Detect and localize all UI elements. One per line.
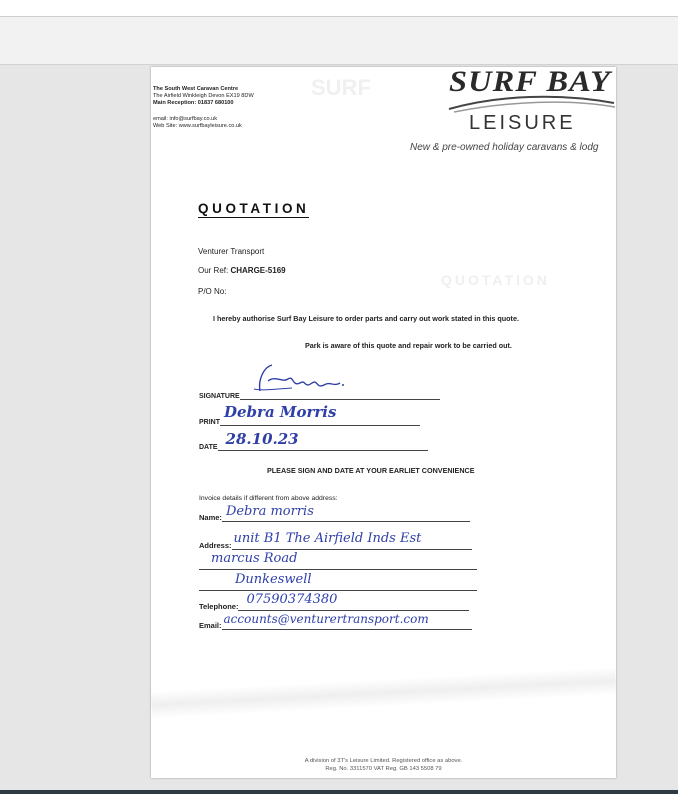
tagline: New & pre-owned holiday caravans & lodg [410,142,599,153]
telephone-line [238,592,469,611]
company-address-block [153,86,254,130]
invoice-note: Invoice details if different from above address: [199,495,338,502]
ref-label: Our Ref: [198,266,229,275]
address-line-3 [199,572,477,591]
quotation-heading: QUOTATION [198,201,310,216]
address-row-3 [199,572,477,591]
invoice-address-row [199,531,472,550]
print-label: PRINT [199,419,220,426]
telephone-value: 07590374380 [246,592,338,607]
address-line-1 [232,531,472,550]
email-line [222,612,472,630]
address-line-2 [199,551,477,570]
footer-line-1: A division of 3T's Leisure Limited. Registered office as above. [304,758,463,764]
logo-brand: SURF BAY [448,67,611,98]
ghost-mark: QUOTATION [441,272,550,288]
address-row-2 [199,551,477,570]
top-strip [0,0,678,17]
ref-value: CHARGE-5169 [230,266,286,275]
scan-smudge [151,667,616,719]
telephone-label: Telephone: [199,602,239,611]
address-line-2-value: marcus Road [211,551,298,566]
date-row [199,430,428,451]
email-row [199,612,472,630]
footer [151,757,616,773]
address-label: Address: [199,541,232,550]
authorise-statement: I hereby authorise Surf Bay Leisure to order parts and carry out work stated in this quote. [213,314,519,323]
date-line [218,430,428,451]
company-email: email: info@surfbay.co.uk [153,116,218,122]
print-value: Debra Morris [224,403,337,421]
footer-line-2: Reg. No. 3311570 VAT Reg. GB 143 5508 79 [325,766,442,772]
document-page [151,67,616,778]
company-reception: Main Reception: 01837 680100 [153,100,234,106]
signature-row [199,383,440,400]
print-row [199,403,420,426]
email-label: Email: [199,621,222,630]
please-sign-note: PLEASE SIGN AND DATE AT YOUR EARLIET CONVENIENCE [267,466,475,475]
name-line [222,504,470,522]
name-label: Name: [199,513,222,522]
signature-line [240,383,440,400]
company-address: The Airfield Winkleigh Devon EX19 8DW [153,93,254,99]
invoice-name-row [199,504,470,522]
date-value: 28.10.23 [225,430,299,448]
name-value: Debra morris [225,504,314,519]
handwritten-signature-icon [242,361,362,397]
signature-label: SIGNATURE [199,393,240,400]
bottom-bar [0,790,678,794]
email-value: accounts@venturertransport.com [223,612,429,626]
surf-bay-logo [429,67,616,134]
date-label: DATE [199,444,218,451]
address-line-1-value: unit B1 The Airfield Inds Est [233,531,422,546]
viewer-toolbar [0,17,678,65]
po-label: P/O No: [198,287,227,296]
ghost-mark: SURF [311,75,371,100]
park-aware-statement: Park is aware of this quote and repair work to be carried out. [305,341,512,350]
company-name: The South West Caravan Centre [153,86,239,92]
ref-line [198,266,286,275]
logo-sub: LEISURE [469,112,576,134]
address-line-3-value: Dunkeswell [235,572,312,587]
print-line [220,403,420,426]
company-website: Web Site: www.surfbayleisure.co.uk [153,123,242,129]
customer-name: Venturer Transport [198,247,265,256]
telephone-row [199,592,469,611]
